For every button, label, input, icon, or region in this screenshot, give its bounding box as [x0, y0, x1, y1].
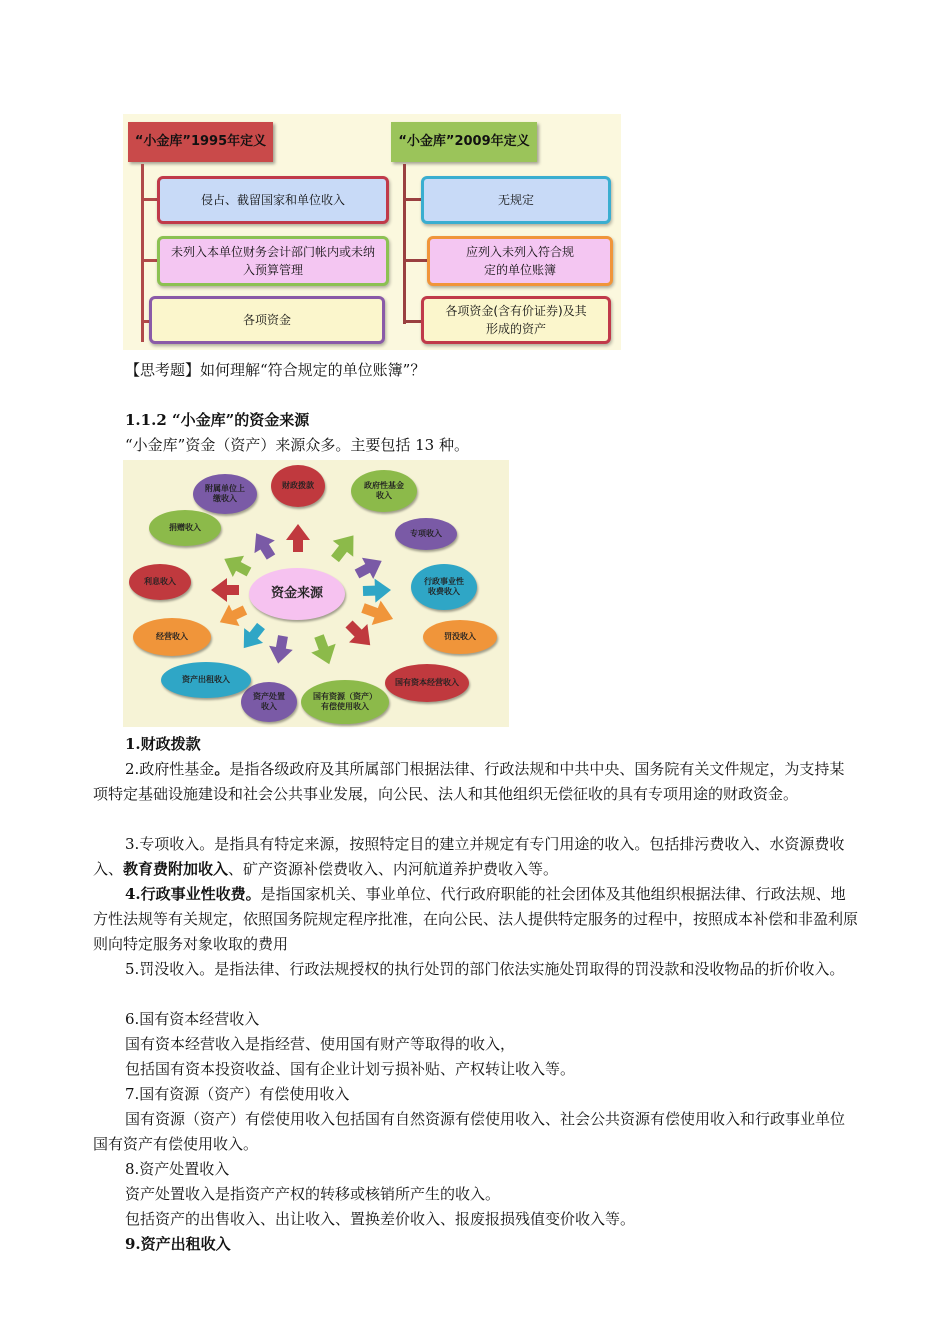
connector — [403, 320, 421, 323]
heading-fiscal: 1.财政拨款 — [125, 735, 201, 753]
paragraph-asset-disposal-a: 资产处置收入是指资产产权的转移或核销所产生的收入。 — [125, 1185, 501, 1203]
connector — [403, 259, 429, 262]
header-1995: “小金库”1995年定义 — [128, 122, 273, 162]
node-fines: 罚没收入 — [423, 620, 497, 654]
node-operating: 经营收入 — [133, 618, 211, 656]
funding-sources-figure — [123, 460, 509, 727]
paragraph-admin-fee: 4.行政事业性收费。是指国家机关、事业单位、代行政府职能的社会团体及其他组织根据法律、行政法规、地方性法规等有关规定，依照国务院规定程序批准，在向公民、法人提供特定服务的过程中，按照成本补偿和非盈利原则向特定服务对象收取的费用 — [93, 885, 859, 953]
node-asset-rental: 资产出租收入 — [161, 662, 251, 698]
paragraph-special: 3.专项收入。是指具有特定来源，按照特定目的建立并规定有专门用途的收入。包括排污费收入、水资源费收入、教育费附加收入、矿产资源补偿费收入、内河航道养护费收入等。 — [93, 835, 845, 878]
paragraph-asset-disposal-b: 包括资产的出售收入、出让收入、置换差价收入、报废报损残值变价收入等。 — [125, 1210, 636, 1228]
node-special: 专项收入 — [395, 518, 457, 550]
heading-state-capital: 6.国有资本经营收入 — [125, 1010, 260, 1028]
heading-asset-disposal: 8.资产处置收入 — [125, 1160, 230, 1178]
node-donation: 捐赠收入 — [149, 510, 221, 546]
box-1995-3: 各项资金 — [149, 296, 385, 344]
node-fiscal: 财政拨款 — [271, 465, 325, 507]
node-asset-disposal: 资产处置收入 — [241, 682, 297, 722]
node-gov-fund: 政府性基金收入 — [351, 470, 417, 512]
node-state-resources: 国有资源（资产）有偿使用收入 — [301, 680, 389, 724]
heading-asset-rental: 9.资产出租收入 — [125, 1235, 231, 1253]
connector — [403, 198, 421, 201]
arrow-up — [286, 524, 310, 552]
paragraph-fines: 5.罚没收入。是指法律、行政法规授权的执行处罚的部门依法实施处罚取得的罚没款和没收物品的折价收入。 — [125, 960, 845, 978]
node-interest: 利息收入 — [129, 564, 191, 600]
connector — [403, 164, 406, 324]
box-2009-1: 无规定 — [421, 176, 611, 224]
paragraph-state-resources: 国有资源（资产）有偿使用收入包括国有自然资源有偿使用收入、社会公共资源有偿使用收入和行政事业单位国有资产有偿使用收入。 — [93, 1110, 846, 1153]
paragraph-state-capital-b: 包括国有资本投资收益、国有企业计划亏损补贴、产权转让收入等。 — [125, 1060, 576, 1078]
paragraph-gov-fund: 2.政府性基金。是指各级政府及其所属部门根据法律、行政法规和中共中央、国务院有关文件规定，为支持某项特定基础设施建设和社会公共事业发展，向公民、法人和其他组织无偿征收的具有专项用途的财政资金。 — [93, 760, 845, 803]
center-node: 资金来源 — [249, 568, 345, 620]
definition-figure — [123, 114, 621, 350]
connector — [141, 164, 144, 342]
box-2009-2: 应列入未列入符合规定的单位账簿 — [427, 236, 613, 286]
box-1995-1: 侵占、截留国家和单位收入 — [157, 176, 389, 224]
box-2009-3: 各项资金(含有价证券)及其形成的资产 — [421, 296, 611, 344]
section-intro: “小金库”资金（资产）来源众多。主要包括 13 种。 — [125, 436, 469, 454]
node-affiliate: 附属单位上缴收入 — [193, 474, 257, 514]
node-admin-fee: 行政事业性收费收入 — [411, 564, 477, 610]
box-1995-2: 未列入本单位财务会计部门帐内或未纳入预算管理 — [157, 236, 389, 286]
think-question: 【思考题】如何理解“符合规定的单位账簿”？ — [125, 361, 426, 379]
header-2009: “小金库”2009年定义 — [391, 122, 537, 162]
heading-state-resources: 7.国有资源（资产）有偿使用收入 — [125, 1085, 350, 1103]
paragraph-state-capital-a: 国有资本经营收入是指经营、使用国有财产等取得的收入， — [125, 1035, 516, 1053]
node-state-capital: 国有资本经营收入 — [385, 664, 469, 702]
section-title: 1.1.2 “小金库”的资金来源 — [125, 411, 310, 429]
